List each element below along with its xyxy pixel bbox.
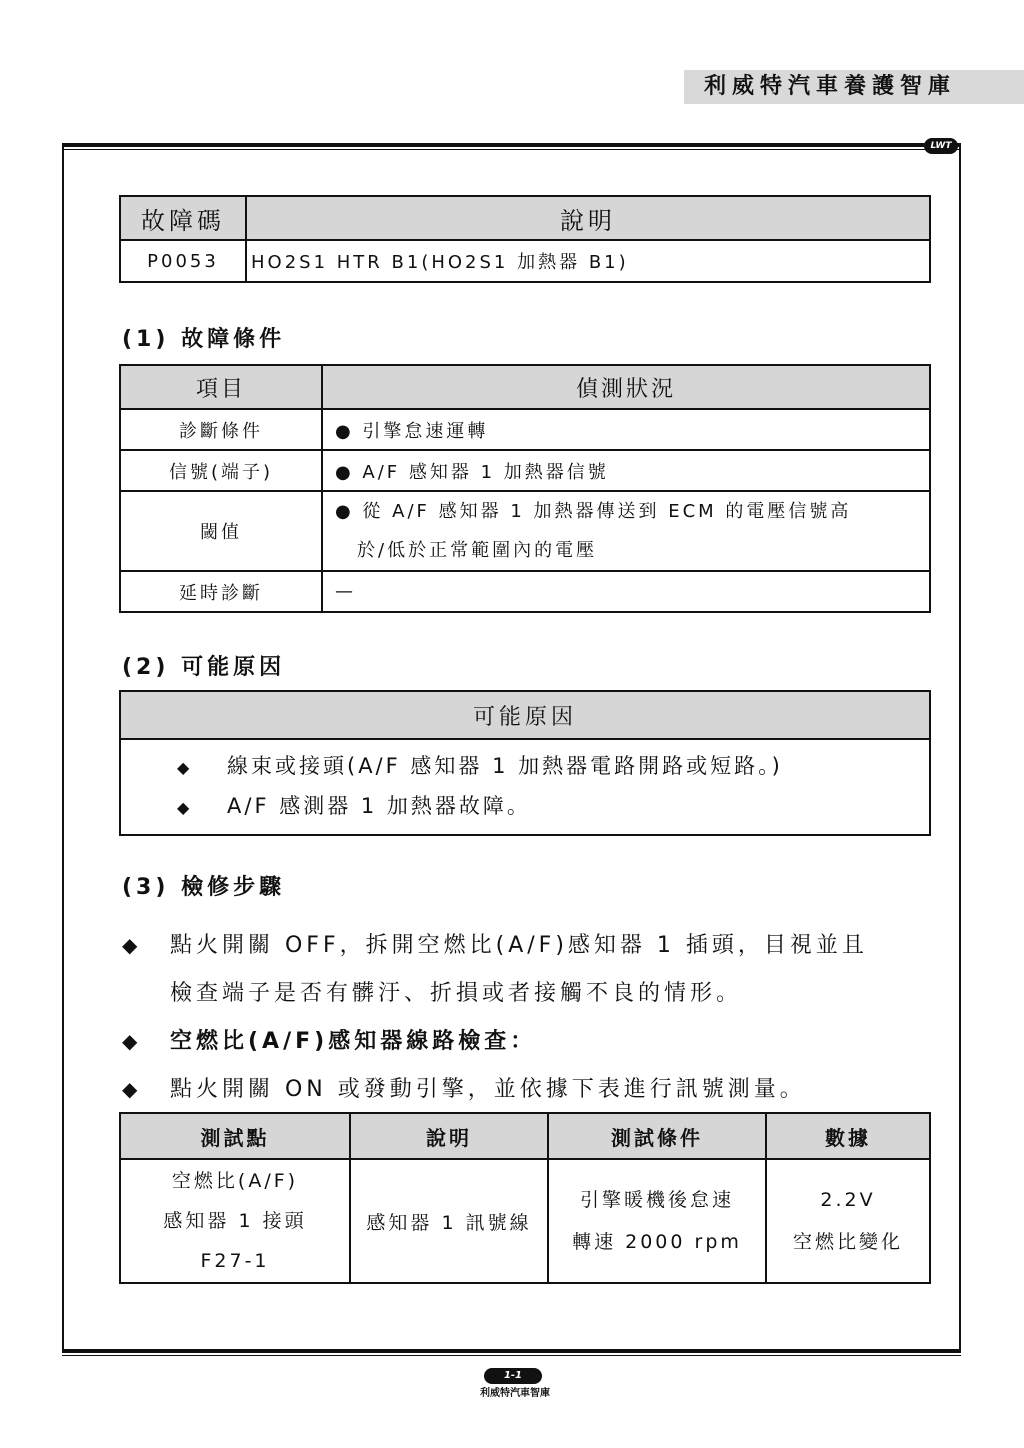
code-description: HO2S1 HTR B1(HO2S1 加熱器 B1) — [246, 240, 930, 282]
row-key: 診斷條件 — [120, 409, 322, 450]
condition-table — [119, 364, 931, 613]
page-number: 1-1 — [484, 1368, 542, 1384]
cause-text: 線束或接頭(A/F 感知器 1 加熱器電路開路或短路。) — [227, 754, 783, 778]
col-header: 說明 — [350, 1113, 548, 1159]
condition-line: 轉速 2000 rpm — [572, 1231, 742, 1253]
desc-header: 說明 — [246, 196, 930, 240]
row-value: ● A/F 感知器 1 加熱器信號 — [322, 450, 930, 491]
bottom-rule-thin — [62, 1355, 961, 1356]
step-2 — [122, 1024, 536, 1055]
step-text: 點火開關 ON 或發動引擎，並依據下表進行訊號測量。 — [170, 1077, 806, 1102]
row-key: 延時診斷 — [120, 571, 322, 612]
test-desc-cell: 感知器 1 訊號線 — [350, 1159, 548, 1283]
test-point-line: F27-1 — [200, 1250, 270, 1272]
section3-title: (3) 檢修步驟 — [122, 875, 286, 900]
bottom-rule — [62, 1349, 961, 1353]
step-text: 空燃比(A/F)感知器線路檢查： — [170, 1029, 537, 1054]
cause-list — [120, 739, 930, 835]
test-point-line: 空燃比(A/F) — [171, 1170, 299, 1192]
list-item — [177, 786, 929, 826]
threshold-line1: ● 從 A/F 感知器 1 加熱器傳送到 ECM 的電壓信號高 — [335, 501, 852, 522]
threshold-line2: 於/低於正常範圍內的電壓 — [357, 540, 598, 561]
step-1-line2: 檢查端子是否有髒汙、折損或者接觸不良的情形。 — [170, 981, 743, 1006]
item-header: 項目 — [120, 365, 322, 409]
diamond-bullet-icon: ◆ — [177, 798, 193, 817]
diamond-bullet-icon: ◆ — [122, 1029, 142, 1053]
row-value: ● 引擎怠速運轉 — [322, 409, 930, 450]
code-value: P0053 — [120, 240, 246, 282]
cause-header: 可能原因 — [120, 691, 930, 739]
brand-logo-icon: LWT — [924, 138, 958, 154]
condition-line: 引擎暖機後怠速 — [579, 1189, 734, 1211]
cause-table — [119, 690, 931, 836]
step-1 — [122, 928, 868, 959]
step-3 — [122, 1072, 806, 1103]
row-key: 閾值 — [120, 491, 322, 571]
cause-text: A/F 感測器 1 加熱器故障。 — [227, 794, 531, 818]
data-line: 空燃比變化 — [792, 1231, 903, 1253]
code-table — [119, 195, 931, 283]
status-header: 偵測狀況 — [322, 365, 930, 409]
test-point-cell — [120, 1159, 350, 1283]
row-key: 信號(端子) — [120, 450, 322, 491]
diamond-bullet-icon: ◆ — [177, 758, 193, 777]
data-line: 2.2V — [820, 1189, 876, 1211]
step-text: 點火開關 OFF，拆開空燃比(A/F)感知器 1 插頭，目視並且 — [170, 933, 868, 958]
col-header: 測試點 — [120, 1113, 350, 1159]
test-point-line: 感知器 1 接頭 — [163, 1210, 307, 1232]
footer-brand: 利威特汽車智庫 — [480, 1388, 550, 1399]
row-value: — — [322, 571, 930, 612]
section2-title: (2) 可能原因 — [122, 655, 286, 680]
measurement-table — [119, 1112, 931, 1284]
code-header: 故障碼 — [120, 196, 246, 240]
test-condition-cell — [548, 1159, 766, 1283]
section1-title: (1) 故障條件 — [122, 327, 286, 352]
list-item — [177, 746, 929, 786]
row-value — [322, 491, 930, 571]
col-header: 測試條件 — [548, 1113, 766, 1159]
diamond-bullet-icon: ◆ — [122, 933, 142, 957]
header-title: 利威特汽車養護智庫 — [684, 70, 1024, 104]
col-header: 數據 — [766, 1113, 930, 1159]
test-data-cell — [766, 1159, 930, 1283]
diamond-bullet-icon: ◆ — [122, 1077, 142, 1101]
